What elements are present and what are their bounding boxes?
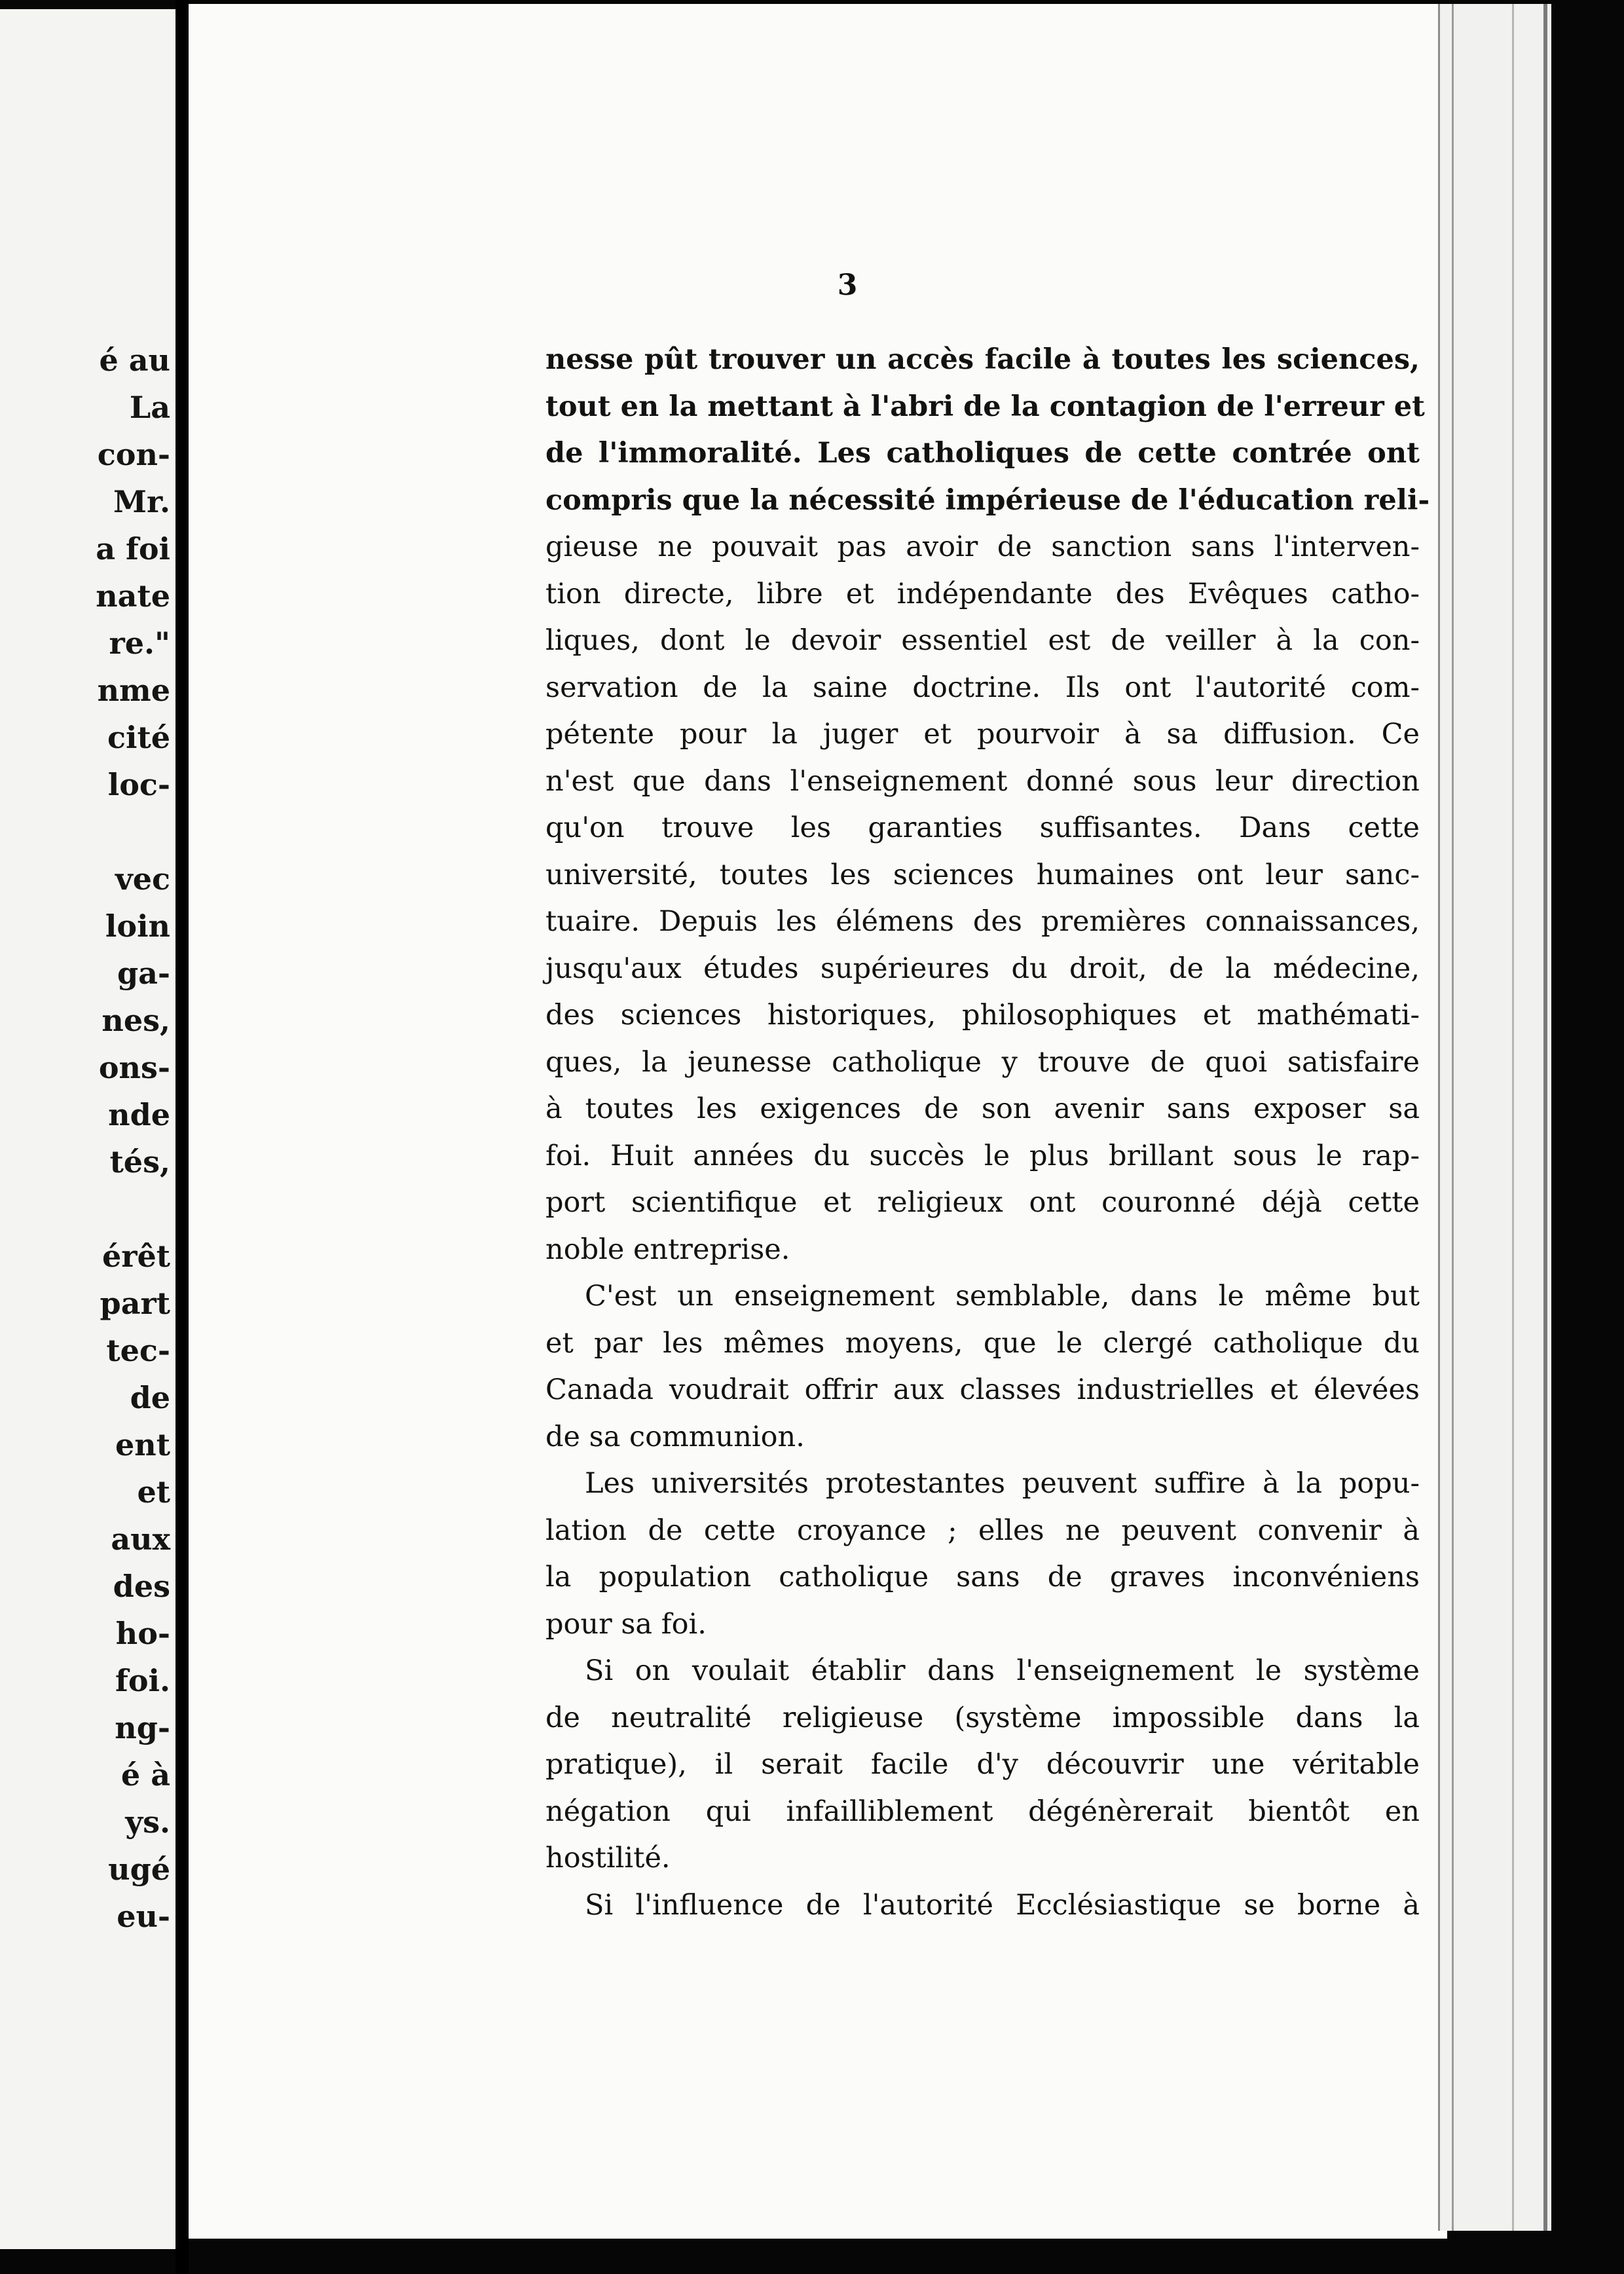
facing-page-fragment: La — [129, 390, 170, 425]
text-line: ques, la jeunesse catholique y trouve de quoi satisfaire — [545, 1045, 1420, 1079]
text-line: de neutralité religieuse (système impossible dans la — [545, 1701, 1420, 1734]
facing-page-fragment: foi. — [115, 1663, 170, 1698]
facing-page-fragment: nes, — [101, 1003, 170, 1038]
facing-page-fragment: ho- — [115, 1616, 170, 1651]
text-line: port scientifique et religieux ont couronné déjà cette — [545, 1186, 1420, 1219]
facing-page-fragment: tec- — [106, 1333, 170, 1368]
facing-page-fragment: nde — [108, 1097, 170, 1132]
facing-page-fragment: érêt — [101, 1239, 170, 1274]
text-line: tout en la mettant à l'abri de la contagion de l'erreur et — [545, 390, 1425, 423]
binding-gutter — [175, 0, 189, 2274]
facing-page-fragment: eu- — [117, 1899, 170, 1934]
facing-page-fragment: Mr. — [113, 484, 170, 519]
text-line: gieuse ne pouvait pas avoir de sanction sans l'interven- — [545, 531, 1420, 563]
text-line: tion directe, libre et indépendante des Evêques catho- — [545, 577, 1420, 610]
facing-page-fragment: ys. — [125, 1804, 170, 1840]
facing-page-text-fragments — [96, 337, 170, 1940]
facing-page-fragment: de — [130, 1380, 170, 1415]
page-edge-line — [1543, 4, 1547, 2231]
facing-page-fragment: loc- — [107, 767, 170, 802]
text-line: la population catholique sans de graves inconvéniens — [545, 1561, 1420, 1594]
text-line: université, toutes les sciences humaines ont leur sanc- — [545, 858, 1420, 891]
text-line: de sa communion. — [545, 1420, 805, 1453]
body-text — [545, 337, 1430, 1929]
text-line: et par les mêmes moyens, que le clergé catholique du — [545, 1326, 1420, 1360]
facing-page-fragment: ng- — [115, 1710, 170, 1745]
facing-page-fragment: nate — [96, 578, 170, 614]
page-edge-line — [1452, 4, 1454, 2231]
text-line: liques, dont le devoir essentiel est de veiller à la con- — [545, 624, 1420, 657]
text-line: n'est que dans l'enseignement donné sous leur direction — [545, 764, 1420, 798]
text-line: compris que la nécessité impérieuse de l'éducation reli- — [545, 483, 1430, 517]
text-line: servation de la saine doctrine. Ils ont l'autorité com- — [545, 671, 1420, 704]
facing-page-fragment: tés, — [109, 1144, 170, 1180]
text-line: foi. Huit années du succès le plus brillant sous le rap- — [545, 1139, 1420, 1172]
text-line: Canada voudrait offrir aux classes industrielles et élevées — [545, 1373, 1420, 1406]
facing-page-fragment: ga- — [117, 956, 170, 991]
facing-page-left — [0, 9, 175, 2249]
facing-page-fragment: nme — [97, 673, 170, 708]
facing-page-fragment: des — [113, 1569, 170, 1604]
text-line: lation de cette croyance ; elles ne peuvent convenir à — [545, 1514, 1420, 1547]
facing-page-fragment — [96, 808, 170, 855]
text-line: des sciences historiques, philosophiques et mathémati- — [545, 999, 1420, 1032]
facing-page-fragment: ent — [115, 1427, 170, 1463]
text-line: négation qui infailliblement dégénèrerait bientôt en — [545, 1795, 1420, 1828]
text-line: C'est un enseignement semblable, dans le même but — [585, 1280, 1420, 1313]
facing-page-fragment: loin — [105, 908, 170, 944]
facing-page-fragment: aux — [111, 1521, 170, 1557]
facing-page-fragment: part — [100, 1286, 170, 1321]
facing-page-fragment: con- — [97, 437, 170, 472]
facing-page-fragment: re." — [109, 625, 170, 661]
text-line: Si on voulait établir dans l'enseignement le système — [585, 1654, 1420, 1687]
text-line: nesse pût trouver un accès facile à toutes les sciences, — [545, 343, 1420, 376]
text-line: noble entreprise. — [545, 1233, 790, 1266]
main-page — [189, 4, 1447, 2239]
text-line: Si l'influence de l'autorité Ecclésiastique se borne à — [585, 1888, 1420, 1922]
text-line: pour sa foi. — [545, 1607, 707, 1641]
facing-page-fragment: a foi — [96, 531, 170, 567]
facing-page-fragment: ons- — [98, 1050, 170, 1085]
text-line: jusqu'aux études supérieures du droit, de la médecine, — [545, 952, 1420, 985]
text-line: pratique), il serait facile d'y découvrir une véritable — [545, 1748, 1420, 1781]
text-line: hostilité. — [545, 1842, 671, 1874]
text-line: qu'on trouve les garanties suffisantes. Dans cette — [545, 811, 1420, 844]
facing-page-fragment: cité — [107, 720, 170, 755]
facing-page-fragment: é à — [120, 1757, 170, 1793]
facing-page-fragment: ugé — [108, 1852, 170, 1887]
page-edge-line — [1512, 4, 1514, 2231]
page-edges-right — [1438, 4, 1551, 2231]
text-line: de l'immoralité. Les catholiques de cette contrée ont — [545, 437, 1420, 470]
facing-page-fragment: et — [137, 1474, 170, 1510]
text-line: à toutes les exigences de son avenir sans exposer sa — [545, 1092, 1420, 1125]
text-line: pétente pour la juger et pourvoir à sa diffusion. Ce — [545, 718, 1420, 751]
text-line: tuaire. Depuis les élémens des premières connaissances, — [545, 905, 1420, 938]
page-number: 3 — [837, 269, 858, 302]
facing-page-fragment: é au — [99, 343, 170, 378]
text-line: Les universités protestantes peuvent suffire à la popu- — [585, 1467, 1420, 1500]
facing-page-fragment: vec — [115, 861, 170, 897]
facing-page-fragment — [96, 1185, 170, 1233]
